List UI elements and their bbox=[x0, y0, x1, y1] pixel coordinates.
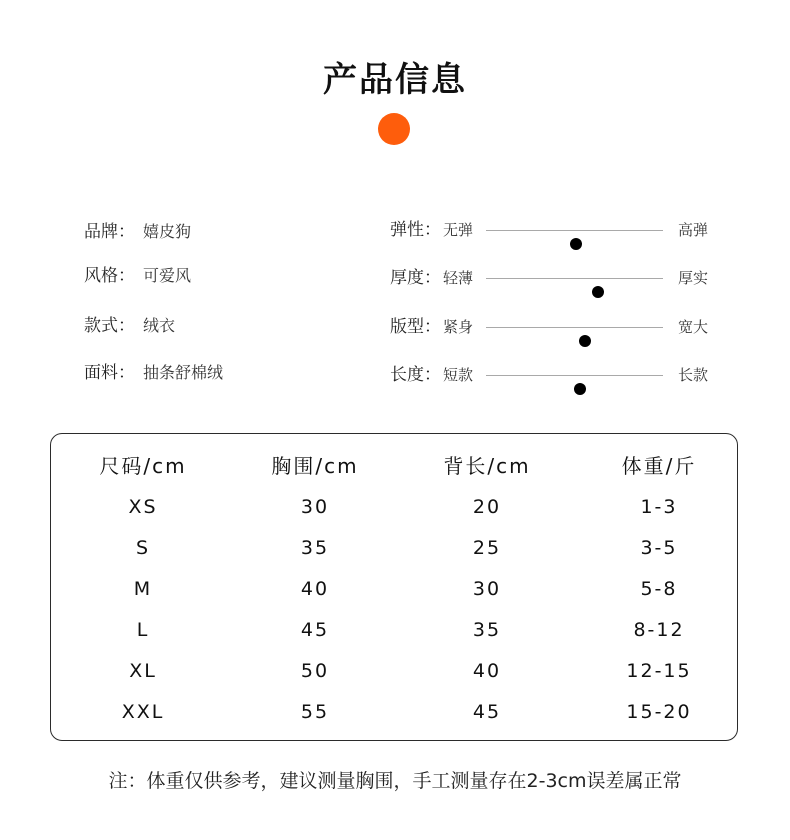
size-cell: XXL bbox=[121, 701, 165, 723]
slider-track bbox=[486, 375, 663, 376]
table-row bbox=[51, 574, 739, 604]
page-title: 产品信息 bbox=[323, 60, 467, 100]
chest-cell: 50 bbox=[300, 660, 330, 682]
weight-cell: 12-15 bbox=[626, 660, 692, 682]
spec-brand bbox=[84, 218, 191, 246]
slider-knob bbox=[574, 383, 586, 395]
slider-knob bbox=[592, 286, 604, 298]
weight-cell: 1-3 bbox=[640, 496, 678, 518]
back-length-cell: 30 bbox=[472, 578, 502, 600]
back-length-cell: 35 bbox=[472, 619, 502, 641]
spec-label: 款式： bbox=[84, 316, 135, 336]
spec-value: 可爱风 bbox=[143, 266, 192, 285]
chest-cell: 35 bbox=[300, 537, 330, 559]
spec-label: 品牌： bbox=[84, 222, 135, 242]
table-row bbox=[51, 615, 739, 645]
table-row bbox=[51, 656, 739, 686]
slider-fit bbox=[390, 313, 720, 341]
size-cell: S bbox=[135, 537, 151, 559]
back-length-cell: 45 bbox=[472, 701, 502, 723]
size-cell: L bbox=[136, 619, 150, 641]
slider-label: 版型： bbox=[390, 317, 441, 337]
accent-dot bbox=[378, 113, 410, 145]
slider-label: 弹性： bbox=[390, 220, 441, 240]
size-table bbox=[50, 433, 738, 741]
slider-high-label: 高弹 bbox=[678, 221, 709, 239]
table-row bbox=[51, 697, 739, 727]
slider-low-label: 轻薄 bbox=[443, 269, 474, 287]
header-chest: 胸围/cm bbox=[271, 454, 359, 478]
spec-value: 抽条舒棉绒 bbox=[143, 363, 224, 382]
spec-value: 嬉皮狗 bbox=[143, 222, 192, 241]
spec-value: 绒衣 bbox=[143, 316, 176, 335]
slider-high-label: 长款 bbox=[678, 366, 709, 384]
chest-cell: 40 bbox=[300, 578, 330, 600]
weight-cell: 8-12 bbox=[633, 619, 685, 641]
back-length-cell: 25 bbox=[472, 537, 502, 559]
slider-length bbox=[390, 361, 720, 389]
slider-track bbox=[486, 327, 663, 328]
size-cell: M bbox=[133, 578, 153, 600]
slider-high-label: 宽大 bbox=[678, 318, 709, 336]
slider-thickness bbox=[390, 264, 720, 292]
back-length-cell: 40 bbox=[472, 660, 502, 682]
header-size: 尺码/cm bbox=[99, 454, 187, 478]
footnote: 注：体重仅供参考，建议测量胸围，手工测量存在2-3cm误差属正常 bbox=[108, 770, 682, 792]
spec-label: 面料： bbox=[84, 363, 135, 383]
weight-cell: 5-8 bbox=[640, 578, 678, 600]
size-cell: XL bbox=[129, 660, 157, 682]
weight-cell: 15-20 bbox=[626, 701, 692, 723]
slider-track bbox=[486, 278, 663, 279]
slider-low-label: 紧身 bbox=[443, 318, 474, 336]
slider-high-label: 厚实 bbox=[678, 269, 709, 287]
slider-track bbox=[486, 230, 663, 231]
slider-label: 厚度： bbox=[390, 268, 441, 288]
chest-cell: 55 bbox=[300, 701, 330, 723]
slider-low-label: 无弹 bbox=[443, 221, 474, 239]
chest-cell: 45 bbox=[300, 619, 330, 641]
table-row bbox=[51, 533, 739, 563]
slider-low-label: 短款 bbox=[443, 366, 474, 384]
spec-style bbox=[84, 262, 191, 290]
spec-type bbox=[84, 312, 175, 340]
weight-cell: 3-5 bbox=[640, 537, 678, 559]
slider-knob bbox=[570, 238, 582, 250]
size-cell: XS bbox=[128, 496, 158, 518]
slider-label: 长度： bbox=[390, 365, 441, 385]
header-weight: 体重/斤 bbox=[621, 454, 697, 478]
chest-cell: 30 bbox=[300, 496, 330, 518]
slider-knob bbox=[579, 335, 591, 347]
spec-label: 风格： bbox=[84, 266, 135, 286]
table-header bbox=[51, 451, 739, 481]
header-back-length: 背长/cm bbox=[443, 454, 531, 478]
table-row bbox=[51, 492, 739, 522]
spec-fabric bbox=[84, 359, 223, 387]
slider-elasticity bbox=[390, 216, 720, 244]
back-length-cell: 20 bbox=[472, 496, 502, 518]
